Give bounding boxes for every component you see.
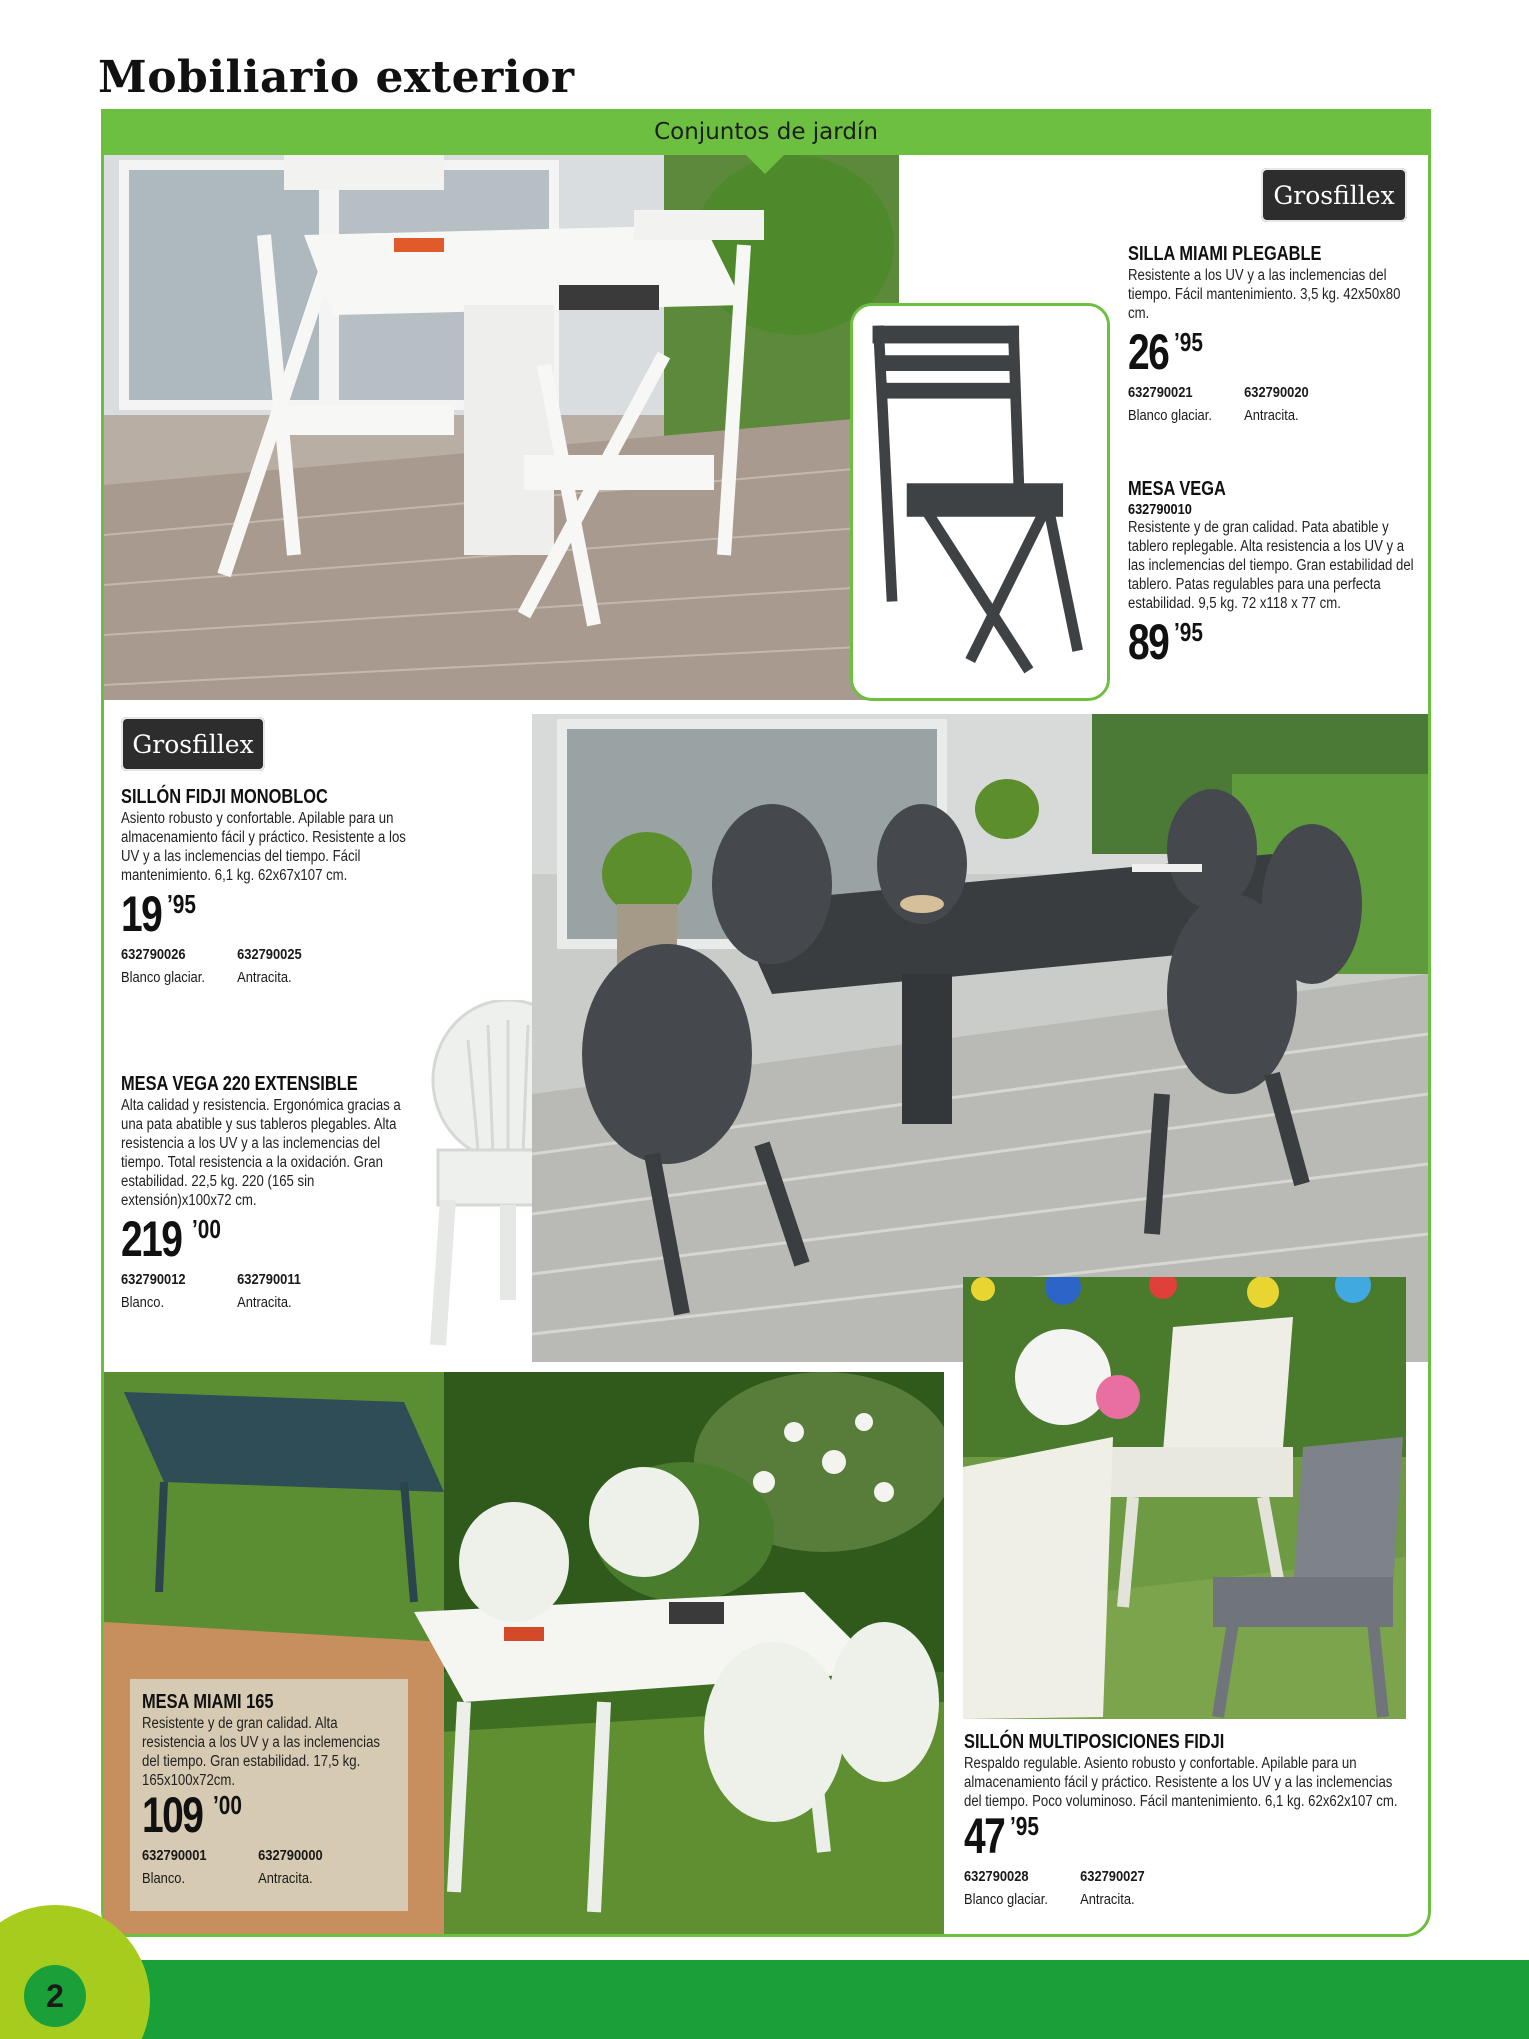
product-silla-miami-plegable [1128,243,1418,427]
product-mesa-miami-165 [142,1691,402,1890]
price-integer: 47 [964,1808,1005,1864]
ref-color: Blanco glaciar. [1128,407,1212,424]
product-description: Asiento robusto y confortable. Apilable para un almacenamiento fácil y práctico. Resistente a los UV y a las inclemencias del tiempo. Fácil mantenimiento. 6,1 kg. 62x67x107 cm. [121,810,406,884]
page-number-badge [24,1965,86,2027]
ref-code: 632790021 [1128,384,1193,401]
grosfillex-logo-text: Grosfillex [1273,180,1395,210]
price-decimal: ’95 [1009,1811,1039,1841]
ref-color: Antracita. [237,969,292,986]
product-name: SILLÓN FIDJI MONOBLOC [121,786,328,808]
ref-code: 632790020 [1244,384,1309,401]
ref-code: 632790027 [1080,1868,1145,1885]
product-references [121,1268,379,1314]
price-integer: 109 [142,1787,203,1843]
ref-code: 632790000 [258,1847,323,1864]
ref-code: 632790026 [121,946,186,963]
product-sillon-multiposiciones-fidji [964,1731,1404,1911]
ref-color: Antracita. [1244,407,1299,424]
section-title: Conjuntos de jardín [654,119,878,145]
product-description: Respaldo regulable. Asiento robusto y confortable. Apilable para un almacenamiento fácil y práctico. Resistente a los UV y a las inclemencias del tiempo. Poco voluminoso. Fácil mantenimiento. 6,1 kg. 62x62x107 cm. [964,1755,1398,1810]
product-price [121,1211,421,1267]
page-number: 2 [46,1977,64,2014]
product-sillon-fidji-monobloc [121,786,421,989]
ref-code: 632790012 [121,1271,186,1288]
product-price [121,886,421,942]
section-header [101,109,1431,155]
photo-anthracite-miami-chair [850,303,1110,701]
product-price [1128,614,1418,670]
photo-anthracite-vega-set [532,714,1428,1362]
price-decimal: ’00 [192,1214,222,1244]
product-code: 632790010 [1128,501,1192,518]
product-references [142,1844,366,1890]
ref-code: 632790025 [237,946,302,963]
ref-color: Antracita. [237,1294,292,1311]
product-name: SILLÓN MULTIPOSICIONES FIDJI [964,1731,1225,1753]
price-decimal: ’95 [1173,617,1203,647]
grosfillex-logo-top [1261,168,1407,222]
product-mesa-vega [1128,478,1418,670]
product-name: MESA VEGA 220 EXTENSIBLE [121,1073,358,1095]
product-references [121,943,379,989]
product-price [1128,324,1418,380]
ref-color: Antracita. [258,1870,313,1887]
product-price [142,1787,402,1843]
footer-band [0,1960,1529,2039]
price-decimal: ’95 [166,889,196,919]
product-references [1128,381,1377,427]
ref-color: Blanco glaciar. [964,1891,1048,1908]
price-decimal: ’95 [1173,327,1203,357]
ref-code: 632790001 [142,1847,207,1864]
price-integer: 89 [1128,614,1169,670]
photo-white-miami-set [104,155,899,700]
product-description: Resistente y de gran calidad. Pata abatible y tablero replegable. Alta resistencia a los UV y a las inclemencias del tiempo. Gran estabilidad del tablero. Patas regulables para una perfecta estabilidad. 9,5 kg. 72 x118 x 77 cm. [1128,519,1414,612]
ref-color: Blanco. [121,1294,165,1311]
price-integer: 26 [1128,324,1169,380]
ref-code: 632790028 [964,1868,1029,1885]
product-description: Alta calidad y resistencia. Ergonómica gracias a una pata abatible y sus tableros plegables. Alta resistencia a los UV y a las inclemencias del tiempo. Total resistencia a la oxidación. Gran estabilidad. 22,5 kg. 220 (165 sin extensión)x100x72 cm. [121,1097,401,1209]
grosfillex-logo-text: Grosfillex [132,729,254,759]
section-header-notch [745,154,785,174]
product-description: Resistente a los UV y a las inclemencias del tiempo. Fácil mantenimiento. 3,5 kg. 42x50x80 cm. [1128,267,1401,322]
product-name: MESA VEGA [1128,478,1226,500]
ref-color: Blanco glaciar. [121,969,205,986]
price-decimal: ’00 [213,1790,243,1820]
price-integer: 219 [121,1211,182,1267]
price-integer: 19 [121,886,162,942]
product-mesa-vega-220-extensible [121,1073,421,1314]
grosfillex-logo-middle [121,717,265,771]
product-name: MESA MIAMI 165 [142,1691,274,1713]
ref-color: Blanco. [142,1870,186,1887]
product-name: SILLA MIAMI PLEGABLE [1128,243,1322,265]
product-price [964,1808,1404,1864]
product-references [964,1865,1342,1911]
product-description: Resistente y de gran calidad. Alta resistencia a los UV y a las inclemencias del tiempo. Gran estabilidad. 17,5 kg. 165x100x72cm. [142,1715,380,1789]
ref-code: 632790011 [237,1271,301,1288]
page-title: Mobiliario exterior [98,52,575,103]
ref-color: Antracita. [1080,1891,1135,1908]
photo-fidji-multiposition-chairs [963,1277,1406,1719]
